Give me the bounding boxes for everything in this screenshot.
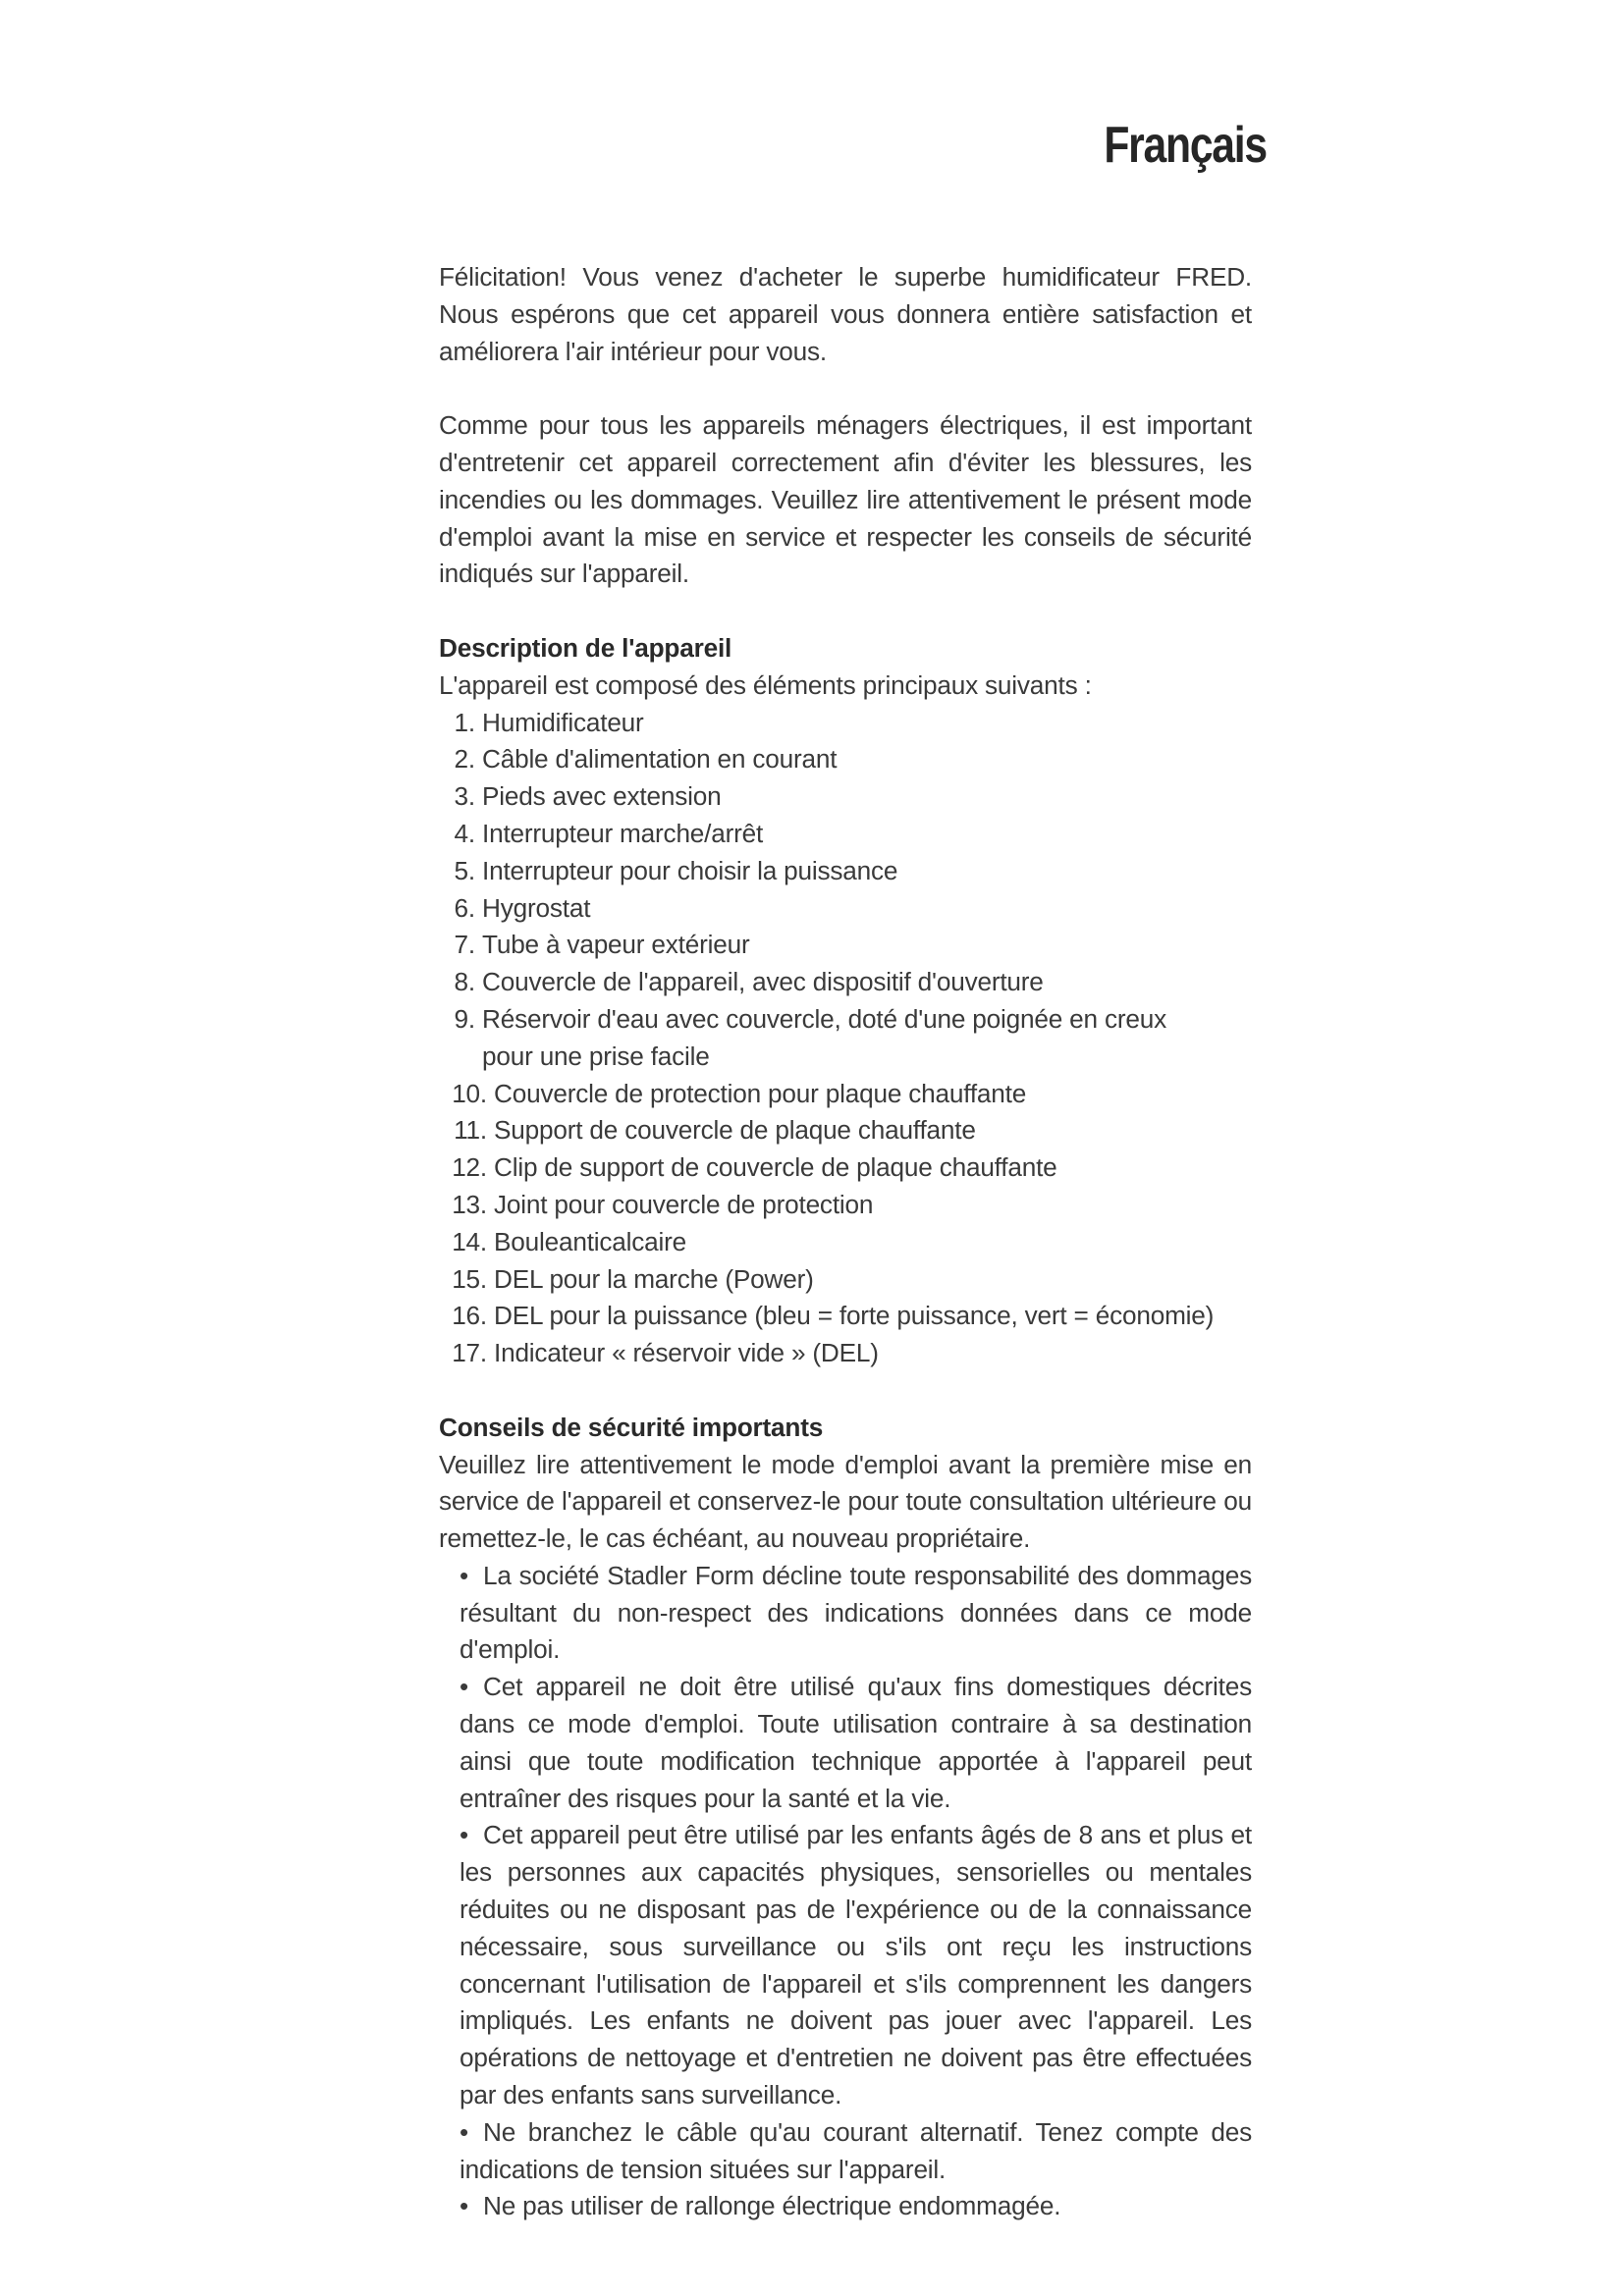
manual-page-content: [439, 259, 1252, 2225]
item-text: DEL pour la marche (Power): [494, 1263, 814, 1294]
item-text: Réservoir d'eau avec couvercle, doté d'une poignée en creux pour une prise facile: [482, 1003, 1166, 1071]
safety-intro: Veuillez lire attentivement le mode d'emploi avant la première mise en service de l'appareil et conservez-le pour toute consultation ultérieure ou remettez-le, le cas échéant, au nouveau propriétaire.: [439, 1449, 1252, 1554]
list-item: [439, 1187, 1252, 1224]
bullet-icon: •: [460, 2191, 468, 2221]
item-text: Clip de support de couvercle de plaque chauffante: [494, 1152, 1057, 1183]
list-item: [439, 1112, 1252, 1149]
item-number: 15.: [452, 1263, 487, 1294]
item-number: 2.: [454, 744, 475, 774]
list-item: [439, 816, 1252, 853]
safety-section: [439, 1410, 1252, 2226]
list-item: [439, 927, 1252, 964]
item-number: 13.: [452, 1189, 487, 1219]
list-item: [439, 853, 1252, 890]
parts-list: [439, 705, 1252, 1372]
item-text: Indicateur « réservoir vide » (DEL): [494, 1338, 879, 1368]
item-number: 16.: [452, 1301, 487, 1331]
list-item: [460, 2188, 1252, 2225]
list-item: [439, 1298, 1252, 1335]
item-text: Couvercle de protection pour plaque chauffante: [494, 1078, 1027, 1108]
list-item: [460, 1669, 1252, 1817]
safety-bullet-list: [439, 1558, 1252, 2225]
item-text: DEL pour la puissance (bleu = forte puissance, vert = économie): [494, 1301, 1215, 1331]
safety-heading: Conseils de sécurité importants: [439, 1412, 824, 1442]
list-item: [460, 1558, 1252, 1669]
list-item: [439, 1224, 1252, 1261]
intro-paragraph-2: Comme pour tous les appareils ménagers électriques, il est important d'entretenir cet appareil correctement afin d'éviter les blessures, les incendies ou les dommages. Veuillez lire attentivement le présent mode d'emploi avant la mise en service et respecter les conseils de sécurité indiqués sur l'appareil.: [439, 410, 1252, 589]
item-number: 14.: [452, 1226, 487, 1256]
list-item: [439, 705, 1252, 742]
item-number: 6.: [454, 892, 475, 923]
item-text: Interrupteur pour choisir la puissance: [482, 855, 898, 885]
list-item: [439, 964, 1252, 1001]
list-item: [439, 1335, 1252, 1372]
list-item: [439, 1001, 1252, 1076]
description-intro: L'appareil est composé des éléments principaux suivants :: [439, 669, 1092, 700]
bullet-text: Ne pas utiliser de rallonge électrique endommagée.: [483, 2191, 1061, 2221]
item-text: Support de couvercle de plaque chauffante: [494, 1115, 976, 1146]
description-section: [439, 630, 1252, 1372]
bullet-icon: •: [460, 1560, 468, 1590]
list-item: [460, 2114, 1252, 2189]
description-heading: Description de l'appareil: [439, 632, 732, 663]
item-text: Bouleanticalcaire: [494, 1226, 687, 1256]
item-number: 5.: [454, 855, 475, 885]
item-text: Hygrostat: [482, 892, 591, 923]
list-item: [439, 1261, 1252, 1299]
bullet-text: La société Stadler Form décline toute responsabilité des dommages résultant du non-respect des indications données dans ce mode d'emploi.: [460, 1560, 1252, 1665]
item-number: 10.: [452, 1078, 487, 1108]
item-text: Couvercle de l'appareil, avec dispositif d'ouverture: [482, 967, 1044, 997]
language-title: Français: [1104, 117, 1267, 174]
bullet-text: Ne branchez le câble qu'au courant alternatif. Tenez compte des indications de tension situées sur l'appareil.: [460, 2116, 1252, 2184]
item-number: 7.: [454, 930, 475, 960]
spacer: [439, 1372, 1252, 1410]
item-text: Tube à vapeur extérieur: [482, 930, 750, 960]
list-item: [439, 741, 1252, 778]
item-text: Humidificateur: [482, 707, 644, 737]
bullet-icon: •: [460, 1820, 468, 1850]
list-item: [460, 1817, 1252, 2113]
item-number: 4.: [454, 818, 475, 848]
bullet-icon: •: [460, 2116, 468, 2147]
item-number: 3.: [454, 781, 475, 812]
item-number: 17.: [452, 1338, 487, 1368]
item-text: Pieds avec extension: [482, 781, 722, 812]
item-text: Interrupteur marche/arrêt: [482, 818, 764, 848]
spacer: [439, 593, 1252, 630]
list-item: [439, 778, 1252, 816]
intro-paragraph-1: Félicitation! Vous venez d'acheter le superbe humidificateur FRED. Nous espérons que cet appareil vous donnera entière satisfaction et améliorera l'air intérieur pour vous.: [439, 262, 1252, 366]
item-text: Joint pour couvercle de protection: [494, 1189, 874, 1219]
list-item: [439, 1149, 1252, 1187]
spacer: [439, 370, 1252, 407]
item-text: Câble d'alimentation en courant: [482, 744, 838, 774]
item-number: 12.: [452, 1152, 487, 1183]
item-number: 8.: [454, 967, 475, 997]
bullet-icon: •: [460, 1672, 468, 1702]
bullet-text: Cet appareil ne doit être utilisé qu'aux fins domestiques décrites dans ce mode d'emploi. Toute utilisation contraire à sa destination ainsi que toute modification technique apportée à l'appareil peut entraîner des risques pour la santé et la vie.: [460, 1672, 1252, 1813]
item-number: 1.: [454, 707, 475, 737]
bullet-text: Cet appareil peut être utilisé par les enfants âgés de 8 ans et plus et les personnes aux capacités physiques, sensorielles ou mentales réduites ou ne disposant pas de l'expérience ou de la connaissance nécessaire, sous surveillance ou s'ils ont reçu les instructions concernant l'utilisation de l'appareil et s'ils comprennent les dangers impliqués. Les enfants ne doivent pas jouer avec l'appareil. Les opérations de nettoyage et d'entretien ne doivent pas être effectuées par des enfants sans surveillance.: [460, 1820, 1252, 2110]
list-item: [439, 890, 1252, 928]
item-number: 11.: [454, 1115, 487, 1146]
item-number: 9.: [454, 1003, 475, 1034]
list-item: [439, 1076, 1252, 1113]
